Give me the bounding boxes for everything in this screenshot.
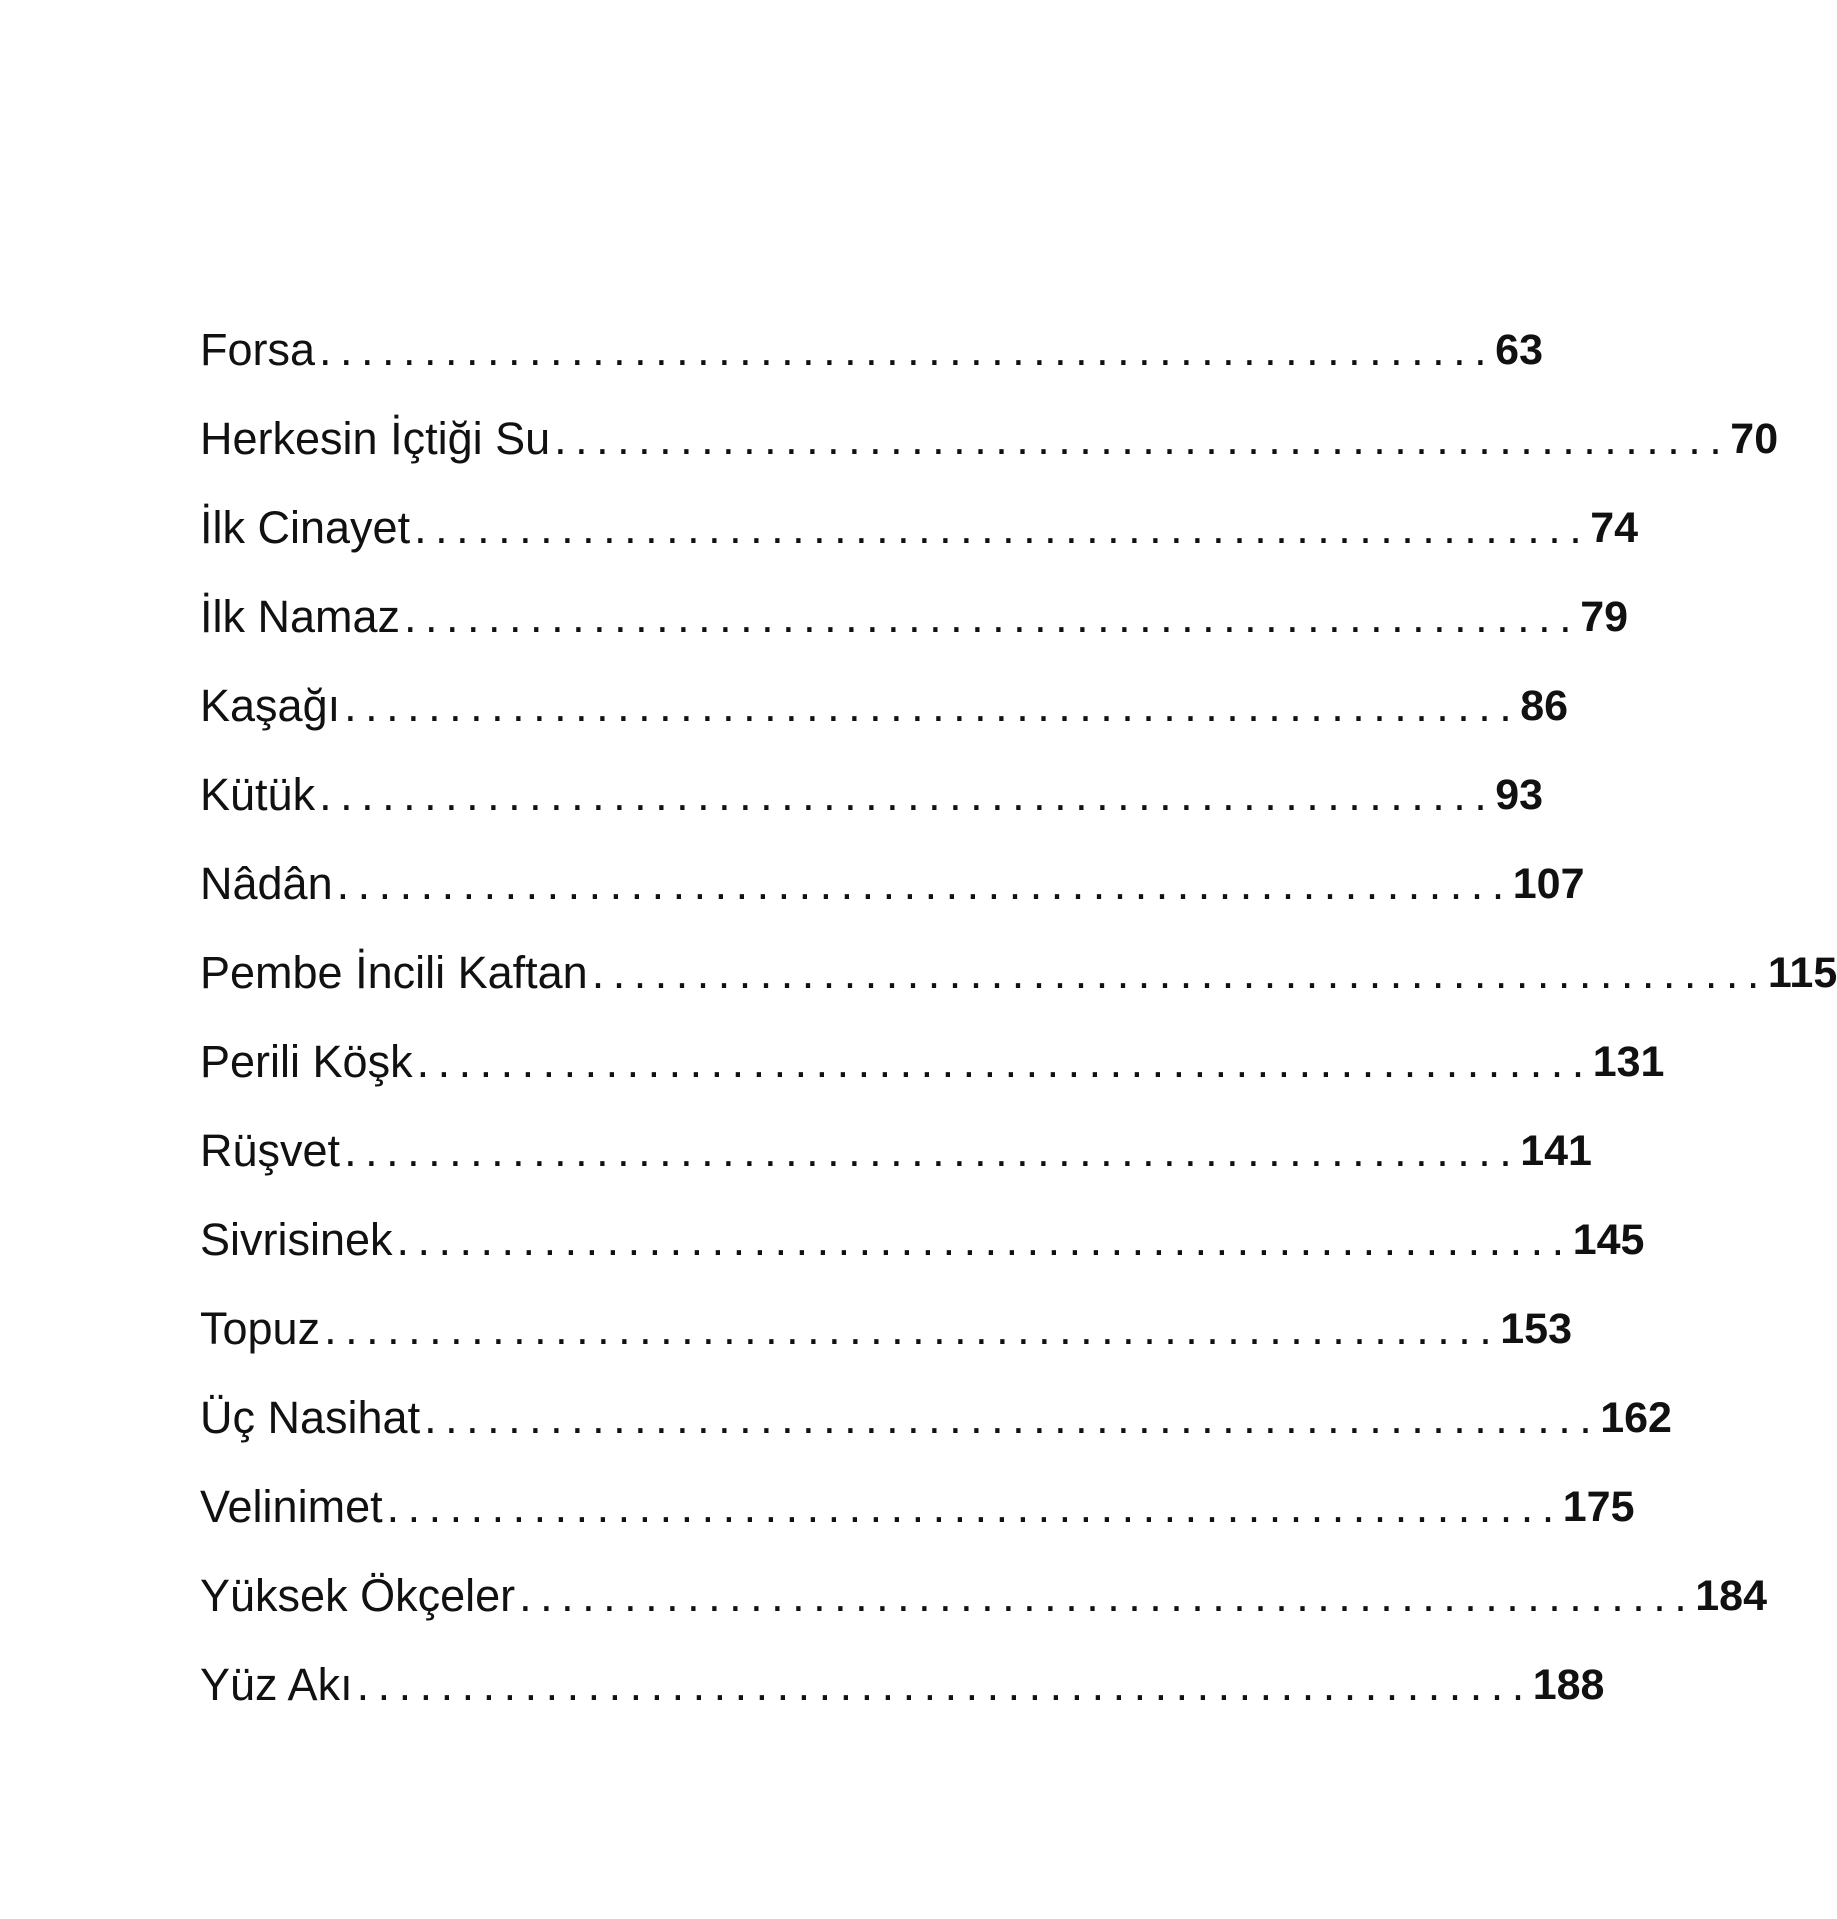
dot-leader: ........................................................: [519, 1570, 1696, 1621]
dot-leader: ........................................................: [416, 1036, 1593, 1087]
toc-entry-page: 107: [1512, 860, 1585, 908]
toc-entry-page: 184: [1695, 1572, 1768, 1620]
toc-entry[interactable]: [200, 852, 1585, 941]
toc-entry-page: 162: [1600, 1394, 1672, 1442]
dot-leader: ........................................................: [554, 413, 1731, 464]
dot-leader: ........................................................: [336, 858, 1513, 909]
toc-entry-title: Kütük: [200, 769, 316, 820]
toc-entry[interactable]: [200, 1208, 1645, 1297]
toc-entry-title: Nâdân: [200, 858, 333, 909]
dot-leader: ........................................................: [404, 591, 1581, 642]
dot-leader: ........................................................: [386, 1481, 1563, 1532]
toc-entry-title: Yüz Akı: [200, 1659, 353, 1710]
toc-entry-page: 70: [1730, 415, 1779, 463]
toc-entry-title: Topuz: [200, 1303, 321, 1354]
toc-entry-title: Yüksek Ökçeler: [200, 1570, 516, 1621]
toc-entry-page: 86: [1520, 682, 1569, 730]
toc-entry-page: 175: [1562, 1483, 1635, 1531]
toc-entry[interactable]: [200, 407, 1779, 496]
toc-entry-page: 153: [1500, 1305, 1572, 1353]
toc-entry-page: 93: [1495, 771, 1544, 819]
dot-leader: ........................................................: [324, 1303, 1501, 1354]
toc-entry-page: 115: [1767, 949, 1837, 997]
toc-entry-title: Pembe İncili Kaftan: [200, 947, 588, 998]
dot-leader: ........................................................: [424, 1392, 1601, 1443]
toc-entry[interactable]: [200, 941, 1837, 1030]
dot-leader: ........................................................: [319, 769, 1496, 820]
toc-entry[interactable]: [200, 1564, 1768, 1653]
dot-leader: ........................................................: [319, 324, 1496, 375]
toc-entry-page: 145: [1572, 1216, 1645, 1264]
table-of-contents: [200, 318, 1837, 1742]
dot-leader: ........................................................: [396, 1214, 1573, 1265]
toc-entry[interactable]: [200, 674, 1569, 763]
dot-leader: ........................................................: [591, 947, 1768, 998]
toc-entry-title: İlk Namaz: [200, 591, 401, 642]
toc-entry-page: 63: [1495, 326, 1544, 374]
toc-entry[interactable]: [200, 1119, 1592, 1208]
toc-entry-title: Sivrisinek: [200, 1214, 393, 1265]
toc-entry[interactable]: [200, 1386, 1672, 1475]
toc-entry[interactable]: [200, 1475, 1635, 1564]
toc-entry-title: Herkesin İçtiği Su: [200, 413, 551, 464]
dot-leader: ........................................................: [344, 1125, 1521, 1176]
toc-entry-page: 79: [1580, 593, 1629, 641]
toc-entry-page: 74: [1590, 504, 1639, 552]
dot-leader: ........................................................: [414, 502, 1591, 553]
toc-entry-page: 188: [1532, 1661, 1605, 1709]
toc-entry[interactable]: [200, 1297, 1572, 1386]
toc-entry-page: 131: [1592, 1038, 1665, 1086]
toc-entry-title: Üç Nasihat: [200, 1392, 421, 1443]
toc-entry-title: Rüşvet: [200, 1125, 341, 1176]
dot-leader: ........................................................: [344, 680, 1521, 731]
toc-entry-page: 141: [1520, 1127, 1592, 1175]
dot-leader: ........................................................: [356, 1659, 1533, 1710]
toc-entry[interactable]: [200, 1653, 1605, 1742]
toc-entry-title: İlk Cinayet: [200, 502, 411, 553]
toc-entry[interactable]: [200, 763, 1544, 852]
toc-entry-title: Velinimet: [200, 1481, 383, 1532]
toc-entry[interactable]: [200, 318, 1544, 407]
toc-entry-title: Forsa: [200, 324, 316, 375]
toc-entry-title: Kaşağı: [200, 680, 341, 731]
toc-entry-title: Perili Köşk: [200, 1036, 413, 1087]
toc-entry[interactable]: [200, 1030, 1665, 1119]
toc-entry[interactable]: [200, 496, 1639, 585]
toc-entry[interactable]: [200, 585, 1629, 674]
